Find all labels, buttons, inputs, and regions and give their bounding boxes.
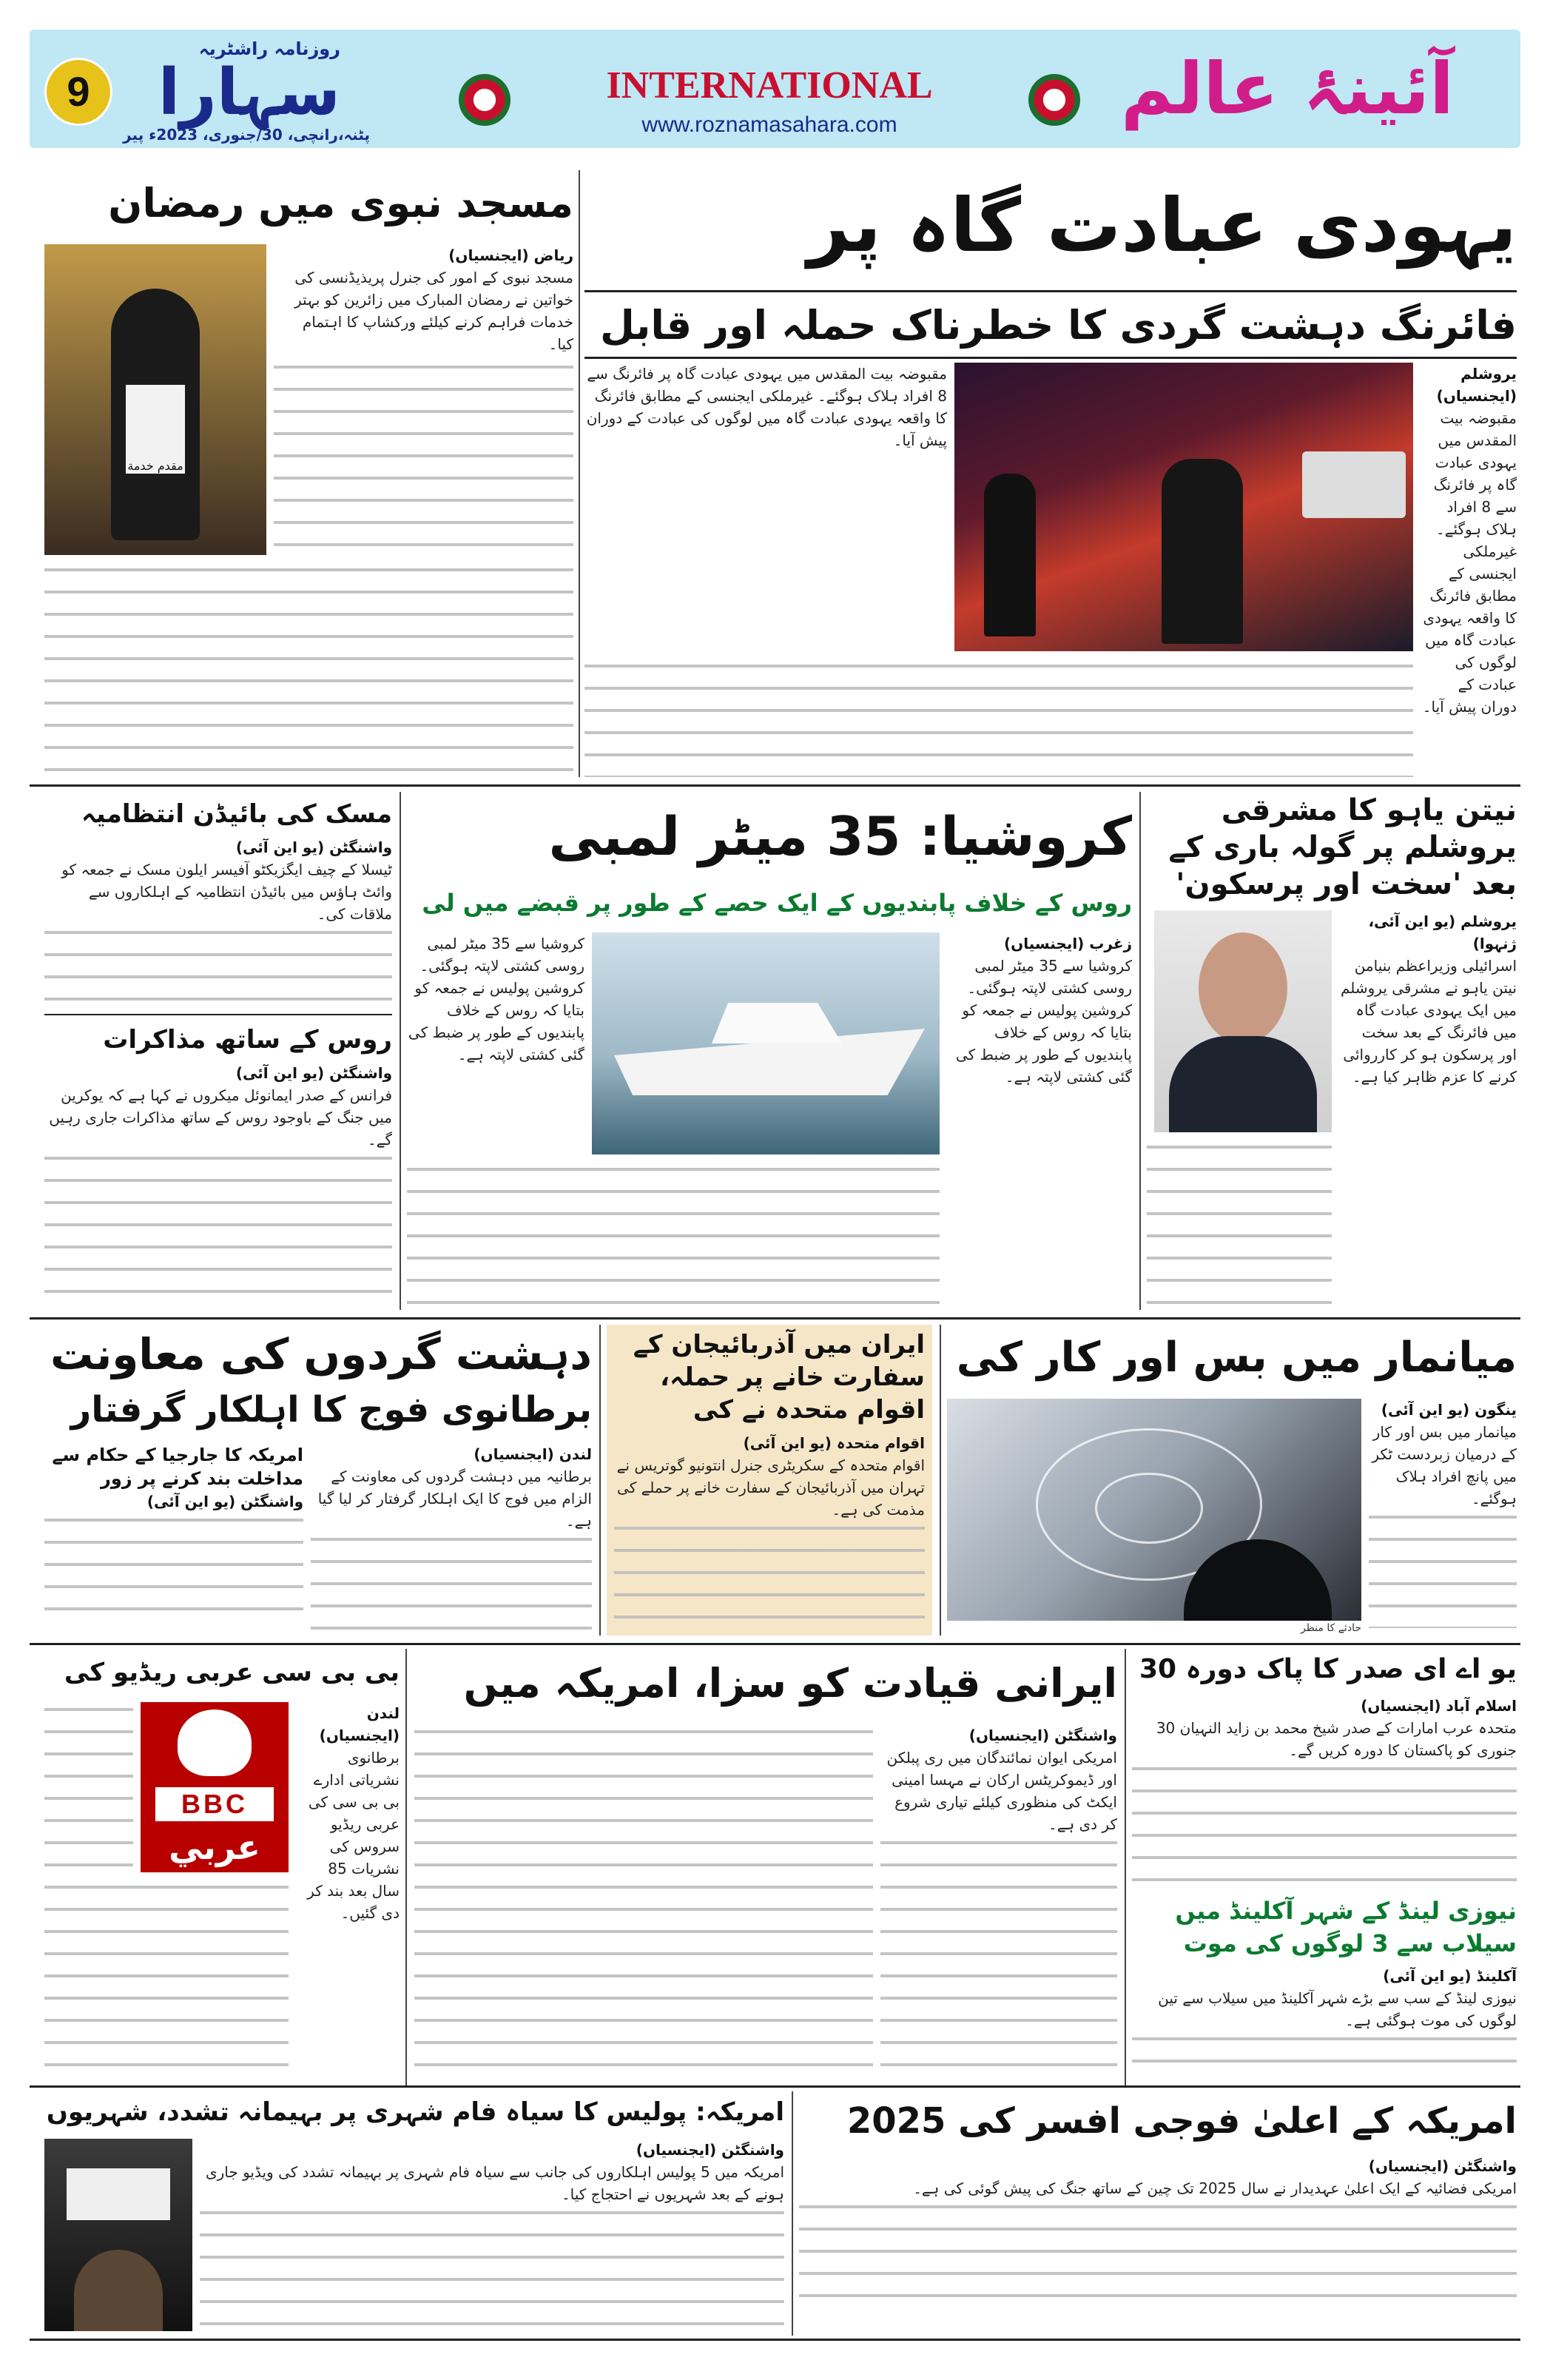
bbc-logo-text: BBC <box>155 1787 274 1821</box>
croatia-body: کروشیا سے 35 میٹر لمبی روسی کشتی لاپتہ ہوگئی۔ کروشین پولیس نے جمعہ کو بتایا کہ روس کے خلاف پابندیوں کے طور پر ضبط کی گئی کشتی لاپتہ ہے۔ <box>408 935 584 1063</box>
mahsa-act-dateline: واشنگٹن (ایجنسیاں) <box>968 1727 1117 1744</box>
bbc-body-text <box>44 1880 289 2080</box>
police-lead: امریکہ میں 5 پولیس اہلکاروں کی جانب سے سیاہ فام شہری پر بہیمانہ تشدد کی ویڈیو جاری ہونے کے بعد شہریوں نے احتجاج کیا۔ <box>205 2163 784 2203</box>
bbc-lead: برطانوی نشریاتی ادارے بی بی سی کی عربی ریڈیو سروس کی نشریات 85 سال بعد بند کر دی گئیں۔ <box>307 1749 400 1922</box>
macron-lead: فرانس کے صدر ایمانوئل میکروں نے کہا ہے کہ یوکرین میں جنگ کے باوجود روس کے ساتھ مذاکرات جاری رہیں گے۔ <box>49 1086 392 1149</box>
uae-dateline: اسلام آباد (ایجنسیاں) <box>1361 1697 1517 1715</box>
top-dateline: یروشلم (ایجنسیاں) <box>1436 365 1517 405</box>
top-body: مقبوضہ بیت المقدس میں یہودی عبادت گاہ پر فائرنگ سے 8 افراد ہلاک ہوگئے۔ غیرملکی ایجنسی کے مطابق فائرنگ کا واقعہ یہودی عبادت گاہ میں لوگوں کی عبادت کے دوران پیش آیا۔ <box>586 365 947 449</box>
croatia-lead: کروشیا سے 35 میٹر لمبی روسی کشتی لاپتہ ہوگئی۔ کروشین پولیس نے جمعہ کو بتایا کہ روس کے خلاف پابندیوں کے طور پر ضبط کی گئی کشتی لاپتہ ہے۔ <box>955 957 1132 1086</box>
nz-headline: نیوزی لینڈ کے شہر آکلینڈ میں سیلاب سے 3 لوگوں کی موت <box>1175 1897 1517 1957</box>
emblem-icon <box>459 74 511 126</box>
croatia-body-text <box>407 1162 940 1310</box>
bbc-logo-arabic: عربي <box>169 1827 260 1867</box>
protest-photo <box>44 2139 192 2331</box>
mahsa-act-lead: امریکی ایوان نمائندگان میں ری پبلکن اور ڈیموکریٹس ارکان نے مہسا امینی ایکٹ کی منظوری کیلئے تیاری شروع کر دی ہے۔ <box>886 1749 1117 1833</box>
synagogue-scene-photo <box>954 363 1413 651</box>
police-dateline: واشنگٹن (ایجنسیاں) <box>636 2141 784 2159</box>
macron-dateline: واشنگٹن (یو این آئی) <box>235 1064 392 1082</box>
paper-logo <box>118 38 370 142</box>
top-subhead: فائرنگ دہشت گردی کا خطرناک حملہ اور قابل <box>599 302 1517 349</box>
china-war-lead: امریکی فضائیہ کے ایک اعلیٰ عہدیدار نے سال 2025 تک چین کے ساتھ جنگ کی پیش گوئی کی ہے۔ <box>913 2179 1517 2197</box>
issue-date: پٹنہ،رانچی، 30/جنوری، 2023ء پیر <box>123 126 370 144</box>
mahsa-act-headline: ایرانی قیادت کو سزا، امریکہ میں <box>463 1660 1117 1707</box>
masjid-photo-caption: مقدم خدمة <box>127 459 183 473</box>
section-title: INTERNATIONAL <box>606 64 933 107</box>
emblem-icon <box>1028 74 1080 126</box>
paper-tagline: روزنامہ راشٹریہ <box>198 38 340 59</box>
netanyahu-headline: نیتن یاہو کا مشرقی یروشلم پر گولہ باری کے بعد 'سخت اور پرسکون' <box>1168 793 1517 901</box>
uk-sidebar-dateline: واشنگٹن (یو این آئی) <box>146 1493 303 1510</box>
nz-dateline: آکلینڈ (یو این آئی) <box>1383 1967 1517 1985</box>
masjid-dateline: ریاض (ایجنسیاں) <box>448 246 573 264</box>
police-headline: امریکہ: پولیس کا سیاہ فام شہری پر بہیمانہ تشدد، شہریوں <box>46 2097 784 2127</box>
croatia-subhead: روس کے خلاف پابندیوں کے ایک حصے کے طور پر قبضے میں لی <box>422 889 1132 917</box>
uk-lead: برطانیہ میں دہشت گردوں کی معاونت کے الزام میں فوج کا ایک اہلکار گرفتار کر لیا گیا ہے۔ <box>317 1468 592 1530</box>
top-body-text <box>584 659 1413 777</box>
iran-headline: ایران میں آذربائیجان کے سفارت خانے پر حملہ، اقوام متحدہ نے کی <box>633 1330 925 1425</box>
musk-dateline: واشنگٹن (یو این آئی) <box>235 838 392 856</box>
uk-dateline: لندن (ایجنسیاں) <box>474 1445 592 1463</box>
netanyahu-photo <box>1154 910 1332 1132</box>
bbc-dateline: لندن (ایجنسیاں) <box>319 1704 400 1744</box>
netanyahu-lead: اسرائیلی وزیراعظم بنیامن نیتن یاہو نے مشرقی یروشلم میں ایک یہودی عبادت گاہ میں فائرنگ کے بعد سخت اور پرسکون ہو کر کارروائی کرنے کا عزم ظاہر کیا ہے۔ <box>1340 957 1517 1086</box>
myanmar-lead: میانمار میں بس اور کار کے درمیان زبردست ٹکر میں پانچ افراد ہلاک ہوگئے۔ <box>1372 1423 1517 1507</box>
masjid-lead: مسجد نبوی کے امور کی جنرل پریذیڈنسی کی خواتین نے رمضان المبارک میں زائرین کو بہتر خدمات فراہم کرنے کیلئے ورکشاپ کا اہتمام کیا۔ <box>294 269 573 353</box>
site-url: www.roznamasahara.com <box>641 112 897 137</box>
musk-headline: مسک کی بائیڈن انتظامیہ <box>81 799 392 829</box>
musk-lead: ٹیسلا کے چیف ایگزیکٹو آفیسر ایلون مسک نے جمعہ کو وائٹ ہاؤس میں بائیڈن انتظامیہ کے اہلکاروں سے ملاقات کی۔ <box>61 861 392 923</box>
masjid-photo <box>44 244 266 555</box>
yacht-photo <box>592 932 940 1154</box>
netanyahu-body-text <box>1147 1140 1332 1310</box>
nz-lead: نیوزی لینڈ کے سب سے بڑے شہر آکلینڈ میں سیلاب سے تین لوگوں کی موت ہوگئی ہے۔ <box>1158 1989 1517 2029</box>
macron-headline: روس کے ساتھ مذاکرات <box>103 1025 392 1055</box>
croatia-headline: کروشیا: 35 میٹر لمبی <box>548 805 1132 867</box>
crash-photo-caption: حادثے کا منظر <box>1300 1622 1361 1634</box>
uae-headline: یو اے ای صدر کا پاک دورہ 30 <box>1139 1654 1517 1684</box>
uk-subhead: برطانوی فوج کا اہلکار گرفتار <box>70 1389 592 1431</box>
croatia-dateline: زغرب (ایجنسیاں) <box>1004 935 1132 952</box>
top-lead: مقبوضہ بیت المقدس میں یہودی عبادت گاہ پر فائرنگ سے 8 افراد ہلاک ہوگئے۔ غیرملکی ایجنسی کے مطابق فائرنگ کا واقعہ یہودی عبادت گاہ میں لوگوں کی عبادت کے دوران پیش آیا۔ <box>1422 409 1517 716</box>
paper-name: سہارا <box>158 56 340 130</box>
myanmar-dateline: ینگون (یو این آئی) <box>1381 1401 1517 1419</box>
uk-headline: دہشت گردوں کی معاونت <box>50 1329 592 1379</box>
myanmar-headline: میانمار میں بس اور کار کی <box>956 1334 1517 1382</box>
uae-lead: متحدہ عرب امارات کے صدر شیخ محمد بن زاید النہیان 30 جنوری کو پاکستان کا دورہ کریں گے۔ <box>1156 1719 1517 1759</box>
top-headline: یہودی عبادت گاہ پر <box>807 182 1517 269</box>
iran-lead: اقوام متحدہ کے سکریٹری جنرل انتونیو گوتریس نے تہران میں آذربائیجان کے سفارت خانے پر حملے کی مذمت کی ہے۔ <box>616 1456 925 1519</box>
page-number: 9 <box>44 58 112 126</box>
uk-sidebar-headline: امریکہ کا جارجیا کے حکام سے مداخلت بند کرنے پر زور <box>52 1445 303 1489</box>
urdu-section-title: آئینۂ عالم <box>1121 47 1454 130</box>
bbc-headline: بی بی سی عربی ریڈیو کی <box>64 1658 400 1687</box>
masjid-headline: مسجد نبوی میں رمضان <box>108 180 573 226</box>
iran-dateline: اقوام متحدہ (یو این آئی) <box>743 1434 925 1452</box>
masjid-body-text <box>44 562 573 777</box>
china-war-dateline: واشنگٹن (ایجنسیاں) <box>1368 2157 1517 2175</box>
crash-photo <box>947 1399 1361 1621</box>
china-war-headline: امریکہ کے اعلیٰ فوجی افسر کی 2025 <box>846 2100 1517 2142</box>
bbc-arabic-logo <box>141 1702 289 1872</box>
netanyahu-dateline: یروشلم (یو این آئی، ژنہوا) <box>1368 912 1517 952</box>
mahsa-act-body-text <box>414 1724 873 2080</box>
